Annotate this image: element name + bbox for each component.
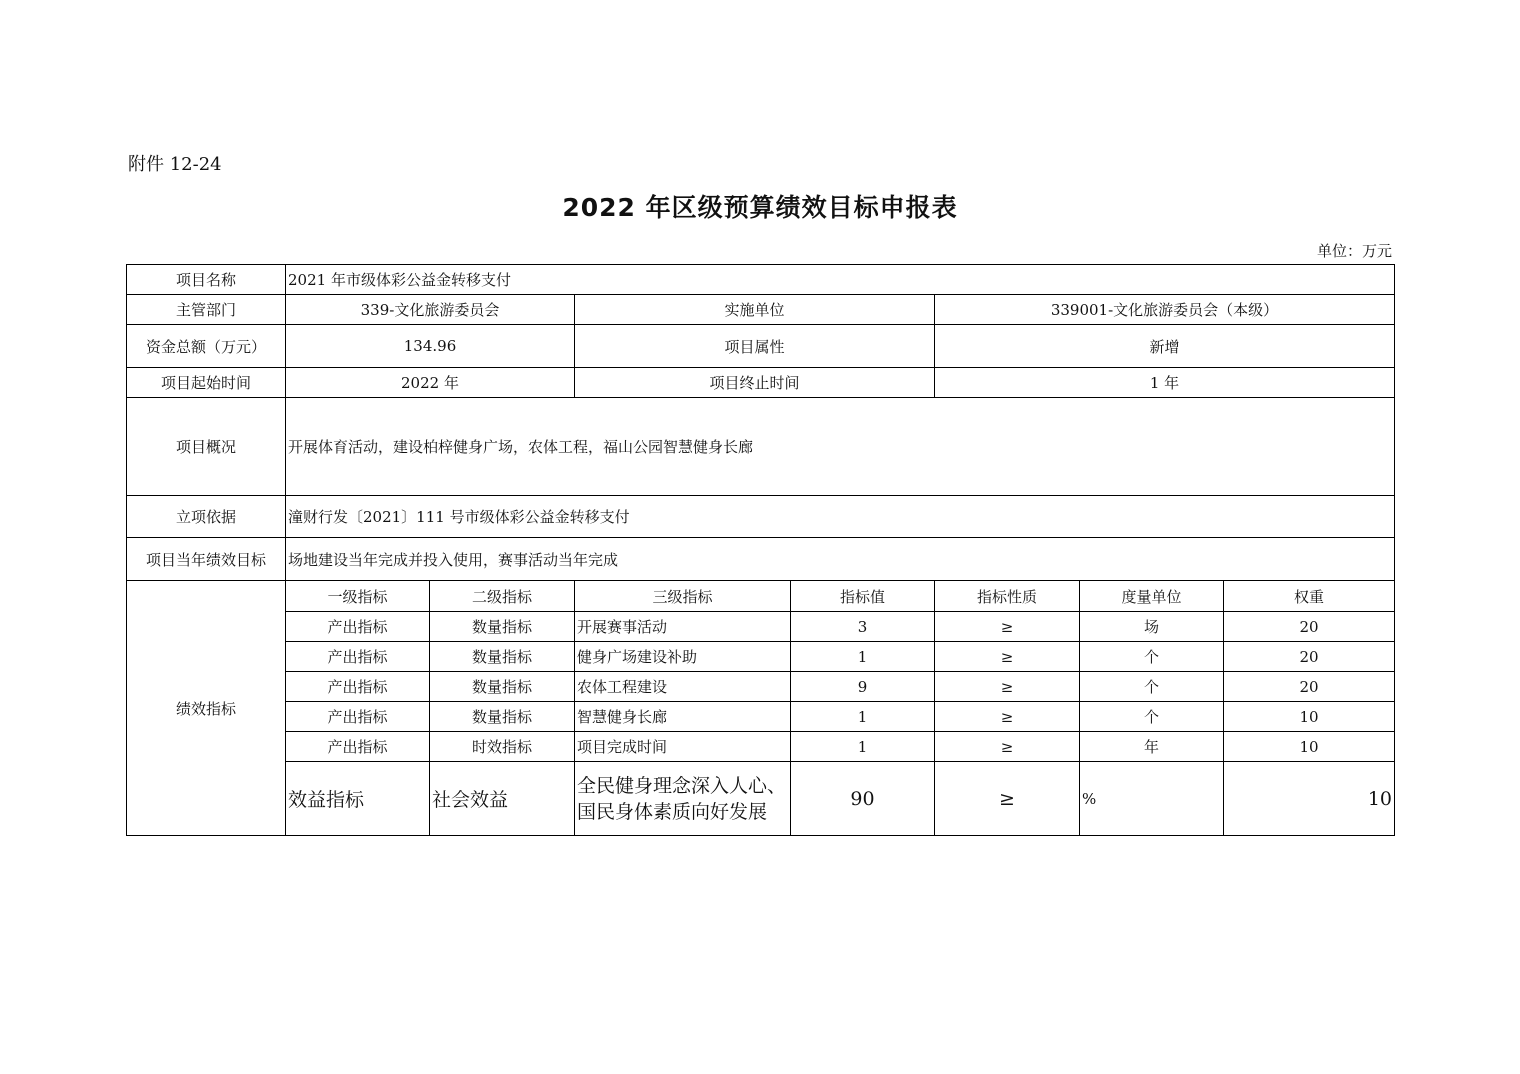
nature-cell: ≥ xyxy=(935,612,1080,642)
value-cell: 9 xyxy=(791,672,935,702)
row-dept xyxy=(127,295,1395,325)
level2-cell: 数量指标 xyxy=(430,672,575,702)
page-title: 2022 年区级预算绩效目标申报表 xyxy=(562,193,958,222)
header-cell: 指标性质 xyxy=(935,581,1080,612)
fund-label: 资金总额（万元） xyxy=(127,325,286,368)
basis-label: 立项依据 xyxy=(127,496,286,538)
level1-cell: 产出指标 xyxy=(286,732,430,762)
level3-cell: 全民健身理念深入人心、国民身体素质向好发展 xyxy=(575,762,791,836)
level3-cell: 项目完成时间 xyxy=(575,732,791,762)
header-cell: 二级指标 xyxy=(430,581,575,612)
fund-value: 134.96 xyxy=(286,325,575,368)
level2-cell: 数量指标 xyxy=(430,642,575,672)
value-cell: 90 xyxy=(791,762,935,836)
level2-cell: 时效指标 xyxy=(430,732,575,762)
impl-label: 实施单位 xyxy=(575,295,935,325)
level1-cell: 产出指标 xyxy=(286,702,430,732)
nature-cell: ≥ xyxy=(935,642,1080,672)
weight-cell: 10 xyxy=(1224,732,1395,762)
end-value: 1 年 xyxy=(935,368,1395,398)
level3-cell: 农体工程建设 xyxy=(575,672,791,702)
nature-cell: ≥ xyxy=(935,762,1080,836)
value-cell: 1 xyxy=(791,732,935,762)
project-name-label: 项目名称 xyxy=(127,265,286,295)
header-cell: 权重 xyxy=(1224,581,1395,612)
value-cell: 1 xyxy=(791,642,935,672)
row-basis xyxy=(127,496,1395,538)
weight-cell: 10 xyxy=(1224,762,1395,836)
row-time xyxy=(127,368,1395,398)
indicator-row xyxy=(127,642,1395,672)
weight-cell: 20 xyxy=(1224,642,1395,672)
unit-cell: % xyxy=(1080,762,1224,836)
level2-cell: 数量指标 xyxy=(430,702,575,732)
overview-label: 项目概况 xyxy=(127,398,286,496)
unit-cell: 个 xyxy=(1080,672,1224,702)
level1-cell: 产出指标 xyxy=(286,672,430,702)
unit-cell: 个 xyxy=(1080,702,1224,732)
header-cell: 一级指标 xyxy=(286,581,430,612)
dept-value: 339-文化旅游委员会 xyxy=(286,295,575,325)
weight-cell: 20 xyxy=(1224,612,1395,642)
level3-cell: 健身广场建设补助 xyxy=(575,642,791,672)
impl-value: 339001-文化旅游委员会（本级） xyxy=(935,295,1395,325)
indicator-row xyxy=(127,732,1395,762)
header-cell: 度量单位 xyxy=(1080,581,1224,612)
header-cell: 三级指标 xyxy=(575,581,791,612)
nature-cell: ≥ xyxy=(935,672,1080,702)
row-overview xyxy=(127,398,1395,496)
benefit-indicator-row xyxy=(127,762,1395,836)
start-value: 2022 年 xyxy=(286,368,575,398)
level2-cell: 社会效益 xyxy=(430,762,575,836)
nature-cell: ≥ xyxy=(935,732,1080,762)
header-cell: 指标值 xyxy=(791,581,935,612)
attr-label: 项目属性 xyxy=(575,325,935,368)
row-fund xyxy=(127,325,1395,368)
goal-value: 场地建设当年完成并投入使用，赛事活动当年完成 xyxy=(286,538,1395,581)
start-label: 项目起始时间 xyxy=(127,368,286,398)
indicator-row xyxy=(127,612,1395,642)
indicator-row xyxy=(127,702,1395,732)
goal-label: 项目当年绩效目标 xyxy=(127,538,286,581)
end-label: 项目终止时间 xyxy=(575,368,935,398)
level3-cell: 开展赛事活动 xyxy=(575,612,791,642)
project-name-value: 2021 年市级体彩公益金转移支付 xyxy=(286,265,1395,295)
weight-cell: 10 xyxy=(1224,702,1395,732)
level1-cell: 产出指标 xyxy=(286,612,430,642)
value-cell: 1 xyxy=(791,702,935,732)
unit-cell: 场 xyxy=(1080,612,1224,642)
attachment-number: 附件 12-24 xyxy=(128,154,222,175)
basis-value: 潼财行发〔2021〕111 号市级体彩公益金转移支付 xyxy=(286,496,1395,538)
value-cell: 3 xyxy=(791,612,935,642)
indicators-section-label: 绩效指标 xyxy=(127,581,286,836)
weight-cell: 20 xyxy=(1224,672,1395,702)
level1-cell: 效益指标 xyxy=(286,762,430,836)
overview-value: 开展体育活动，建设柏梓健身广场，农体工程，福山公园智慧健身长廊 xyxy=(286,398,1395,496)
level2-cell: 数量指标 xyxy=(430,612,575,642)
nature-cell: ≥ xyxy=(935,702,1080,732)
indicator-row xyxy=(127,672,1395,702)
unit-cell: 个 xyxy=(1080,642,1224,672)
budget-form-table xyxy=(126,264,1395,836)
dept-label: 主管部门 xyxy=(127,295,286,325)
level3-cell: 智慧健身长廊 xyxy=(575,702,791,732)
unit-label: 单位：万元 xyxy=(1316,242,1392,260)
indicator-header-row xyxy=(127,581,1395,612)
unit-cell: 年 xyxy=(1080,732,1224,762)
attr-value: 新增 xyxy=(935,325,1395,368)
row-goal xyxy=(127,538,1395,581)
level1-cell: 产出指标 xyxy=(286,642,430,672)
row-project-name xyxy=(127,265,1395,295)
